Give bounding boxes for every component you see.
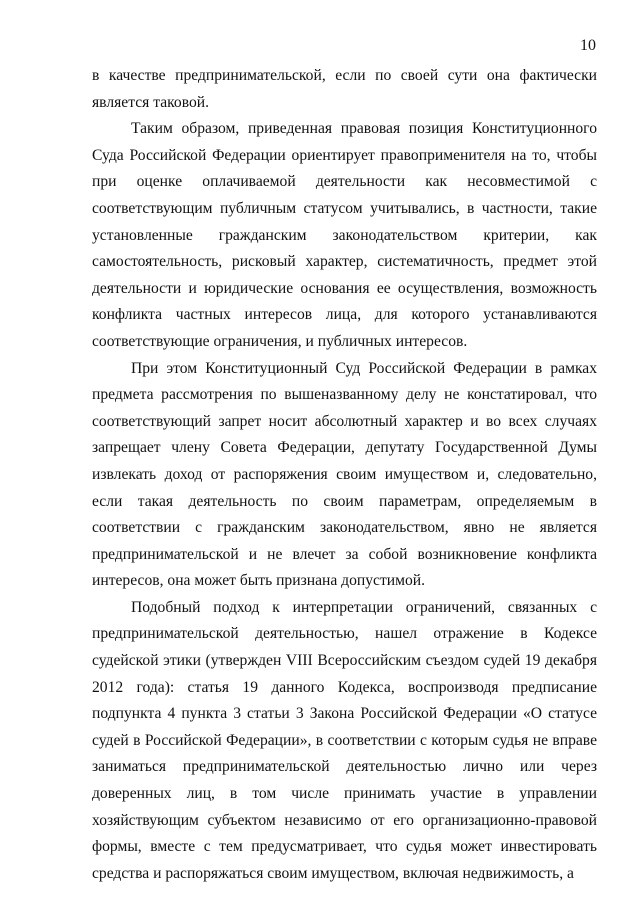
document-body [92, 63, 597, 887]
paragraph-legal-position: Таким образом, приведенная правовая позиция Конституционного Суда Российской Федерации ориентирует правоприменителя на то, чтобы при оценке оплачиваемой деятельности как несовместимой с соответствующим публичным статусом учитывались, в частности, такие установленные гражданским законодательством критерии, как самостоятельность, рисковый характер, систематичность, предмет этой деятельности и юридические основания ее осуществления, возможность конфликта частных интересов лица, для которого устанавливаются соответствующие ограничения, и публичных интересов. [92, 120, 597, 350]
paragraph-constitutional-court: При этом Конституционный Суд Российской Федерации в рамках предмета рассмотрения по вышеназванному делу не констатировал, что соответствующий запрет носит абсолютный характер и во всех случаях запрещает члену Совета Федерации, депутату Государственной Думы извлекать доход от распоряжения своим имуществом и, следовательно, если такая деятельность по своим параметрам, определяемым в соответствии с гражданским законодательством, явно не является предпринимательской и не влечет за собой возникновение конфликта интересов, она может быть признана допустимой. [92, 359, 597, 590]
page-number: 10 [580, 37, 596, 54]
paragraph-continuation: в качестве предпринимательской, если по своей сути она фактически является таковой. [92, 67, 597, 111]
paragraph-judicial-ethics-code: Подобный подход к интерпретации ограничений, связанных с предпринимательской деятельностью, нашел отражение в Кодексе судейской этики (утвержден VIII Всероссийским съездом судей 19 декабря 2012 года): статья 19 данного Кодекса, воспроизводя предписание подпункта 4 пункта 3 статьи 3 Закона Российской Федерации «О статусе судей в Российской Федерации», в соответствии с которым судья не вправе заниматься предпринимательской деятельностью лично или через доверенных лиц, в том числе принимать участие в управлении хозяйствующим субъектом независимо от его организационно-правовой формы, вместе с тем предусматривает, что судья может инвестировать средства и распоряжаться своим имуществом, включая недвижимость, а [92, 598, 597, 882]
